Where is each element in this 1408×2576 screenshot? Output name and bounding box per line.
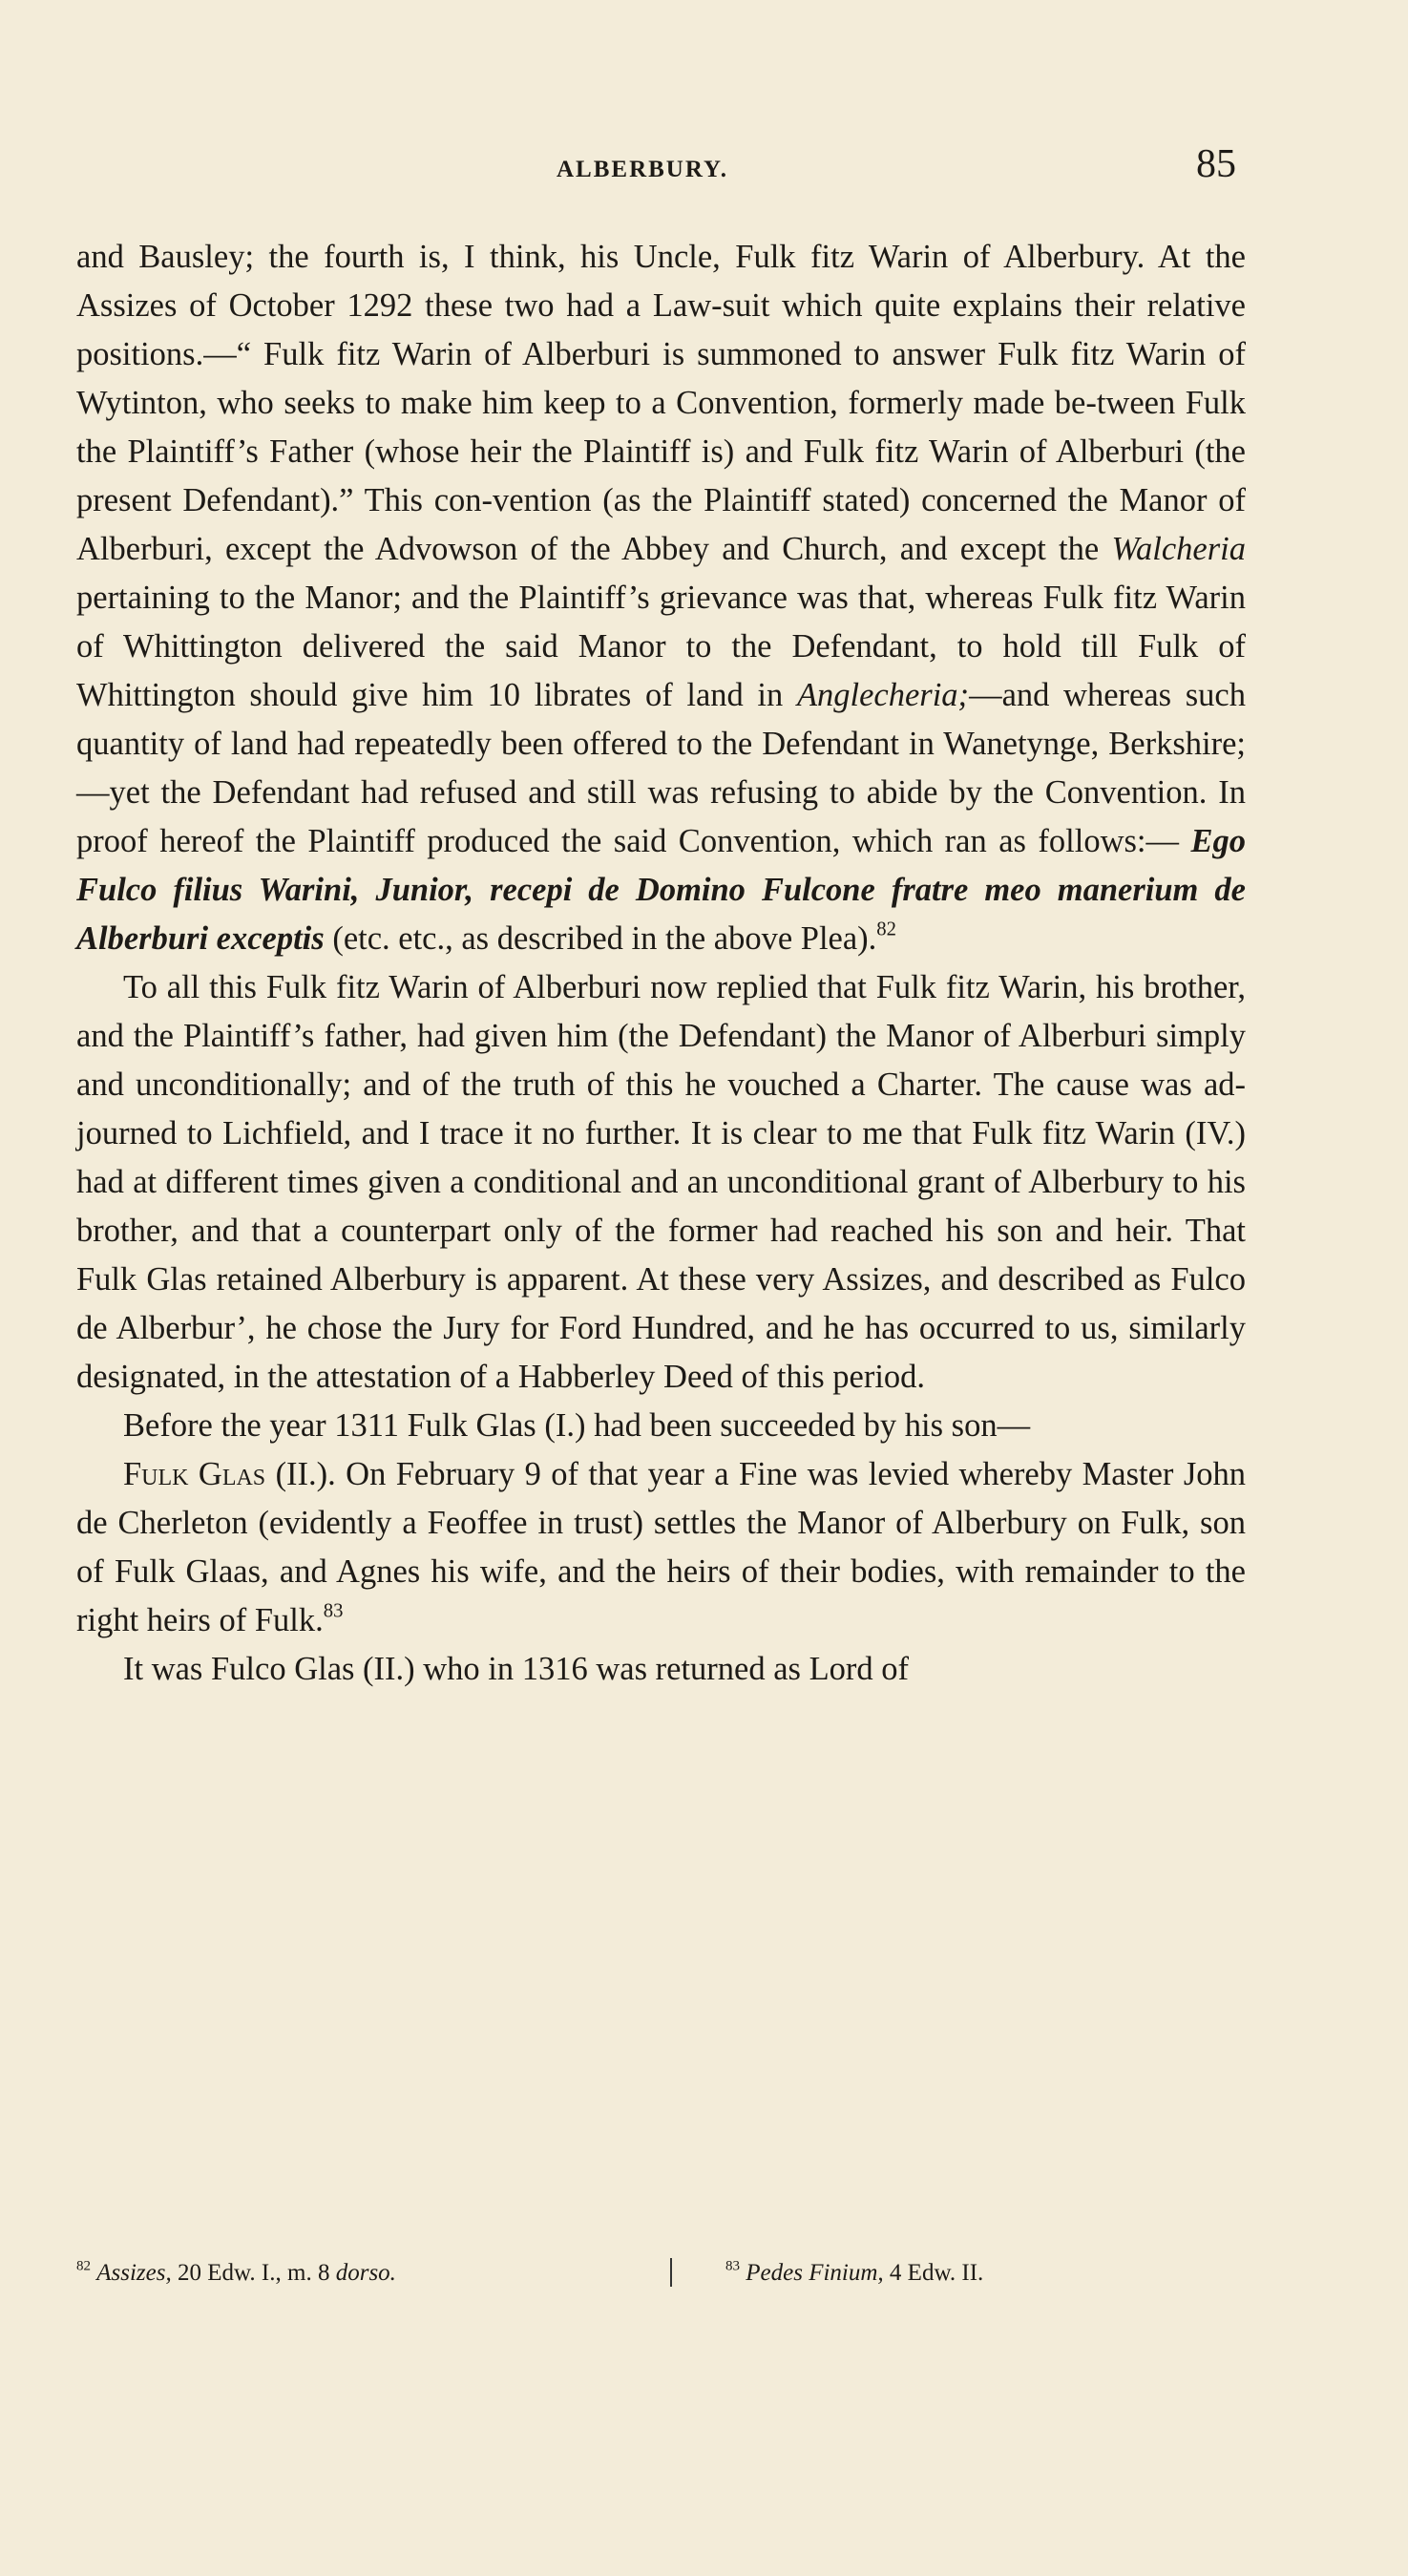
footnote-83 [725, 2260, 983, 2287]
text-run: To all this Fulk fitz Warin of Alberburi now replied that Fulk fitz Warin, his brother, and the Plaintiff’s father, had given him (the Defendant) the Manor of Alberburi simply and unconditionally; and of the truth of this he vouched a Charter. The cause was ad-journed to Lichfield, and I trace it no further. It is clear to me that Fulk fitz Warin (IV.) had at different times given a conditional and an unconditional grant of Alberbury to his brother, and that a counterpart only of the former had reached his son and heir. That Fulk Glas retained Alberbury is apparent. At these very Assizes, and described as Fulco de Alberbur’, he chose the Jury for Ford Hundred, and he has occurred to us, similarly designated, in the attestation of a Habberley Deed of this period. [76, 969, 1246, 1395]
paragraph [76, 233, 1246, 963]
body-text [76, 233, 1246, 1694]
footnote-marker: 83 [725, 2258, 740, 2274]
footnote-marker: 82 [76, 2258, 91, 2274]
footnote-divider [670, 2258, 672, 2287]
text-run: Before the year 1311 Fulk Glas (I.) had been succeeded by his son— [123, 1407, 1031, 1444]
running-head [0, 134, 1408, 191]
text-run: (etc. etc., as described in the above Plea). [324, 920, 877, 957]
italic-text: dorso. [335, 2260, 396, 2286]
italic-text: Assizes, [96, 2260, 172, 2286]
text-run: pertaining to the Manor; and the Plaintiff’s grievance was that, whereas Fulk fitz Warin of Whittington delivered the said Manor to the Defendant, to hold till Fulk of Whittington should give him 10 librates of land in [76, 580, 1246, 713]
text-run: It was Fulco Glas (II.) who in 1316 was returned as Lord of [123, 1651, 910, 1687]
footnote-82 [76, 2260, 396, 2287]
running-title: ALBERBURY. [557, 157, 729, 182]
footnote-marker: 82 [876, 918, 896, 940]
small-caps-heading: Fulk Glas [123, 1456, 266, 1492]
text-run: 4 Edw. II. [883, 2260, 984, 2286]
page-number: 85 [1196, 142, 1236, 186]
footnote-marker: 83 [323, 1600, 344, 1622]
italic-text: Walcheria [1111, 531, 1246, 567]
paragraph [76, 1450, 1246, 1645]
footnotes [76, 2254, 1246, 2296]
paragraph [76, 1402, 1246, 1450]
paragraph [76, 963, 1246, 1402]
paragraph [76, 1645, 1246, 1694]
text-run: (II.). On February 9 of that year a Fine was levied whereby Master John de Cherleton (evidently a Feoffee in trust) settles the Manor of Alberbury on Fulk, son of Fulk Glaas, and Agnes his wife, and the heirs of their bodies, with remainder to the right heirs of Fulk. [76, 1456, 1246, 1638]
text-run: —and whereas such quantity of land had repeatedly been offered to the Defendant in Wanetynge, Berkshire;—yet the Defendant had refused and still was refusing to abide by the Convention. In proof hereof the Plaintiff produced the said Convention, which ran as follows:— [76, 677, 1246, 859]
italic-text: Anglecheria; [796, 677, 970, 713]
latin-quotation: Ego Fulco filius Warini, Junior, recepi de Domino Fulcone fratre meo manerium de Alberburi exceptis [76, 823, 1246, 957]
italic-text: Pedes Finium, [746, 2260, 884, 2286]
text-run: 20 Edw. I., m. 8 [171, 2260, 336, 2286]
text-run: and Bausley; the fourth is, I think, his Uncle, Fulk fitz Warin of Alberbury. At the Assizes of October 1292 these two had a Law-suit which quite explains their relative positions.—“ Fulk fitz Warin of Alberburi is summoned to answer Fulk fitz Warin of Wytinton, who seeks to make him keep to a Convention, formerly made be-tween Fulk the Plaintiff’s Father (whose heir the Plaintiff is) and Fulk fitz Warin of Alberburi (the present Defendant).” This con-vention (as the Plaintiff stated) concerned the Manor of Alberburi, except the Advowson of the Abbey and Church, and except the [76, 239, 1246, 567]
